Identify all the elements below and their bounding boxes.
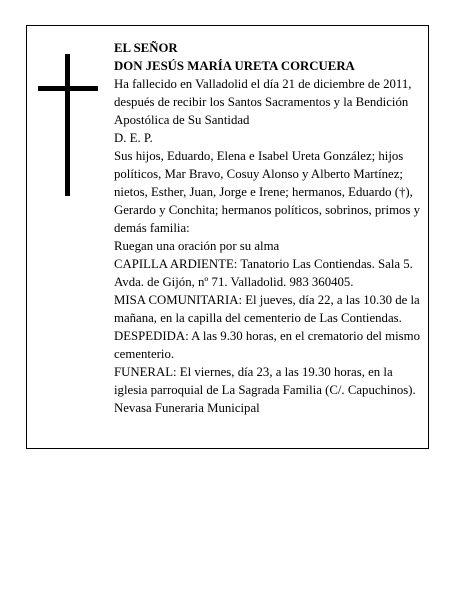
funeral-info: FUNERAL: El viernes, día 23, a las 19.30 horas, en la iglesia parroquial de La Sagrada Familia (C/. Capuchinos). (114, 365, 416, 397)
death-announcement: Ha fallecido en Valladolid el día 21 de diciembre de 2011, después de recibir los Santos Sacramentos y la Bendición Apostólica de Su Santidad (114, 77, 412, 127)
mass-info: MISA COMUNITARIA: El jueves, día 22, a las 10.30 de la mañana, en la capilla del cementerio de Las Contiendas. (114, 293, 420, 325)
family-list: Sus hijos, Eduardo, Elena e Isabel Ureta González; hijos políticos, Mar Bravo, Cosuy Alonso y Alberto Martínez; nietos, Esther, Juan, Jorge e Irene; hermanos, Eduardo (†), Gerardo y Conchita; hermanos políticos, sobrinos, primos y demás familia: (114, 149, 421, 235)
funeral-home: Nevasa Funeraria Municipal (114, 401, 260, 415)
cross-vertical-bar (65, 54, 70, 196)
title-line: EL SEÑOR (114, 41, 178, 55)
obituary-text (114, 39, 420, 417)
cross-icon (38, 54, 98, 196)
farewell-info: DESPEDIDA: A las 9.30 horas, en el crematorio del mismo cementerio. (114, 329, 421, 361)
chapel-info: CAPILLA ARDIENTE: Tanatorio Las Contiendas. Sala 5. Avda. de Gijón, nº 71. Valladolid. 983 360405. (114, 257, 413, 289)
cross-horizontal-bar (38, 86, 98, 91)
prayer-request: Ruegan una oración por su alma (114, 239, 280, 253)
rest-in-peace: D. E. P. (114, 131, 153, 145)
deceased-name: DON JESÚS MARÍA URETA CORCUERA (114, 59, 355, 73)
